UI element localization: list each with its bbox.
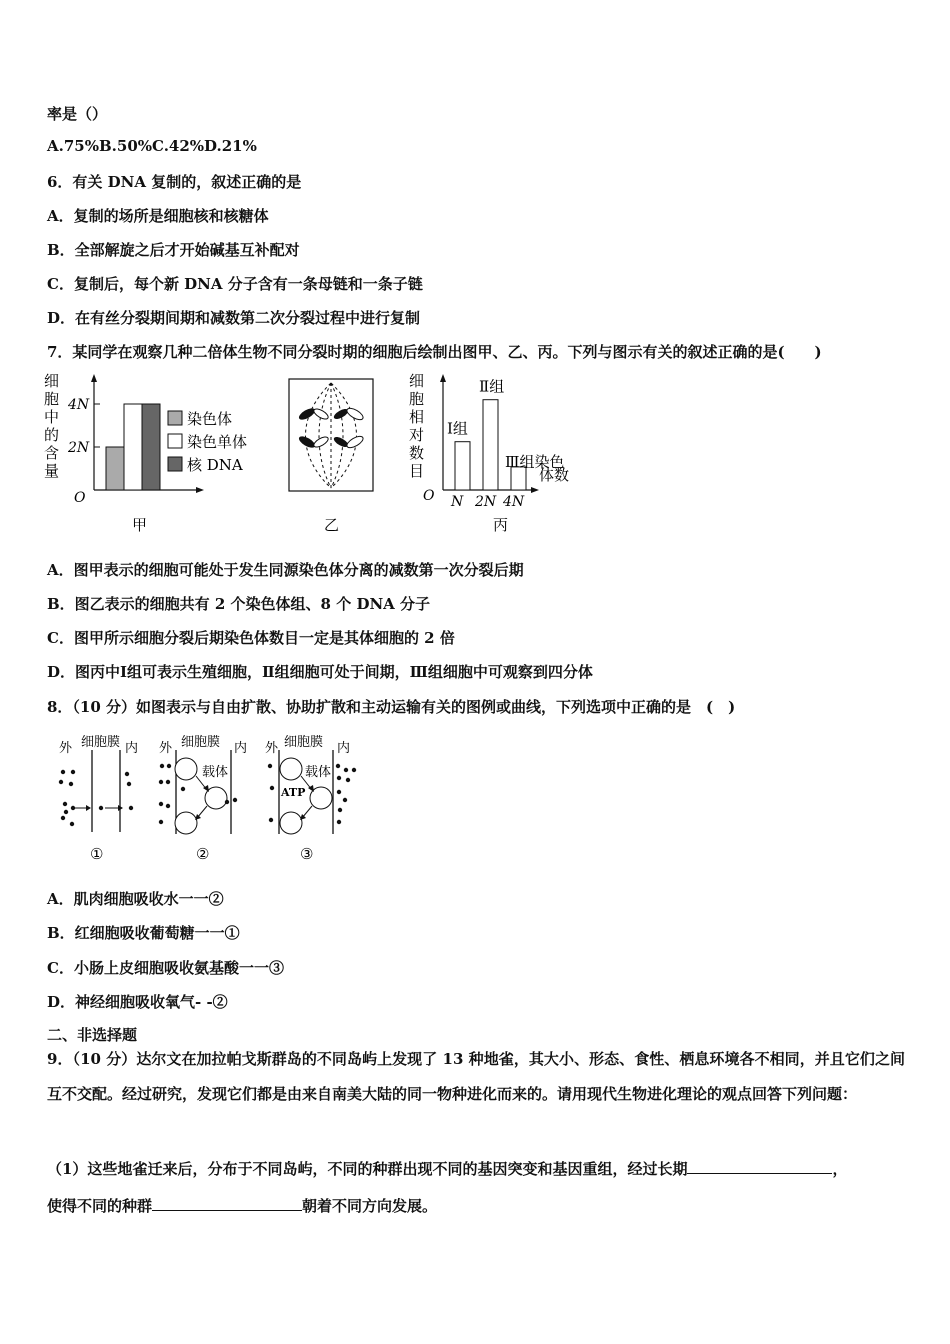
q6-stem: 6．有关 DNA 复制的，叙述正确的是 bbox=[47, 173, 302, 191]
jia-ylabel-char: 细 bbox=[44, 372, 60, 390]
q7-option-c: C．图甲所示细胞分裂后期染色体数目一定是其体细胞的 2 倍 bbox=[47, 629, 455, 647]
p1-membrane: 细胞膜 bbox=[81, 735, 121, 750]
jia-title: 甲 bbox=[132, 516, 148, 534]
q8-option-b: B．红细胞吸收葡萄糖一一① bbox=[47, 924, 240, 942]
transport-panel-1 bbox=[59, 735, 138, 863]
p3-carrier-label: 载体 bbox=[305, 765, 332, 780]
p3-outside: 外 bbox=[265, 741, 279, 756]
jia-ytick-4n: 4N bbox=[68, 397, 90, 413]
q8-option-d: D．神经细胞吸收氧气- -② bbox=[47, 993, 228, 1011]
jia-bar-chromatid bbox=[124, 404, 142, 490]
bing-ylabel-char: 对 bbox=[409, 426, 425, 444]
p3-carrier-bottom bbox=[280, 812, 302, 834]
jia-legend-swatch-chromosome bbox=[168, 411, 182, 425]
bing-group-label-1: Ⅰ组 bbox=[447, 419, 468, 438]
jia-ylabel-char: 胞 bbox=[44, 390, 60, 408]
q5-options: A.75%B.50%C.42%D.21% bbox=[47, 137, 257, 155]
p2-membrane: 细胞膜 bbox=[181, 735, 221, 750]
q7-option-b: B．图乙表示的细胞共有 2 个染色体组、8 个 DNA 分子 bbox=[47, 595, 431, 613]
q9-blank-2[interactable] bbox=[152, 1196, 302, 1211]
q9-part1-text-c: 使得不同的种群 bbox=[47, 1197, 153, 1215]
bing-xtick-2: 2N bbox=[475, 494, 497, 510]
p2-carrier-top bbox=[175, 758, 197, 780]
jia-ylabel-char: 含 bbox=[44, 444, 60, 462]
jia-legend-dna: 核 DNA bbox=[187, 456, 243, 474]
jia-legend-swatch-chromatid bbox=[168, 434, 182, 448]
jia-ylabel-chars bbox=[44, 372, 59, 480]
bing-ylabel-chars bbox=[409, 372, 424, 480]
bing-y-arrow bbox=[440, 374, 446, 382]
bing-xlabel-2: 体数 bbox=[539, 466, 570, 484]
bing-bars bbox=[447, 378, 526, 510]
q9-part1-line1 bbox=[47, 1158, 847, 1179]
q7-option-a: A．图甲表示的细胞可能处于发生同源染色体分离的减数第一次分裂后期 bbox=[47, 561, 524, 579]
figure-bing bbox=[405, 372, 605, 537]
p2-outside: 外 bbox=[159, 741, 173, 756]
bing-ylabel-char: 相 bbox=[409, 408, 425, 426]
p1-inside: 内 bbox=[125, 741, 139, 756]
q9-part1-text-b: ， bbox=[832, 1160, 848, 1178]
jia-ylabel-char: 量 bbox=[44, 462, 60, 480]
bing-ylabel-char: 数 bbox=[409, 444, 425, 462]
bing-bar-1 bbox=[455, 442, 470, 490]
q5-tail: 率是（） bbox=[47, 105, 108, 123]
q8-stem: 8．（10 分）如图表示与自由扩散、协助扩散和主动运输有关的图例或曲线，下列选项中正确的是 ( ) bbox=[47, 698, 736, 716]
p1-outside: 外 bbox=[59, 741, 73, 756]
q9-part1-text-a: （1）这些地雀迁来后，分布于不同岛屿，不同的种群出现不同的基因突变和基因重组，经过长期 bbox=[47, 1160, 688, 1178]
bing-xlabel-1: Ⅲ组染色 bbox=[505, 453, 565, 471]
jia-ylabel-char: 中 bbox=[44, 408, 60, 426]
transport-panel-3 bbox=[265, 735, 356, 863]
transport-panel-2 bbox=[159, 735, 247, 863]
jia-origin: O bbox=[74, 490, 86, 506]
q9-stem: 9．（10 分）达尔文在加拉帕戈斯群岛的不同岛屿上发现了 13 种地雀，其大小、形态、食性、栖息环境各不相同，并且它们之间互不交配。经过研究，发现它们都是由来自南美大陆的同一物种进化而来的。请用现代生物进化理论的观点回答下列问题： bbox=[47, 1050, 905, 1103]
jia-bar-dna bbox=[142, 404, 160, 490]
jia-legend-swatch-dna bbox=[168, 457, 182, 471]
q9-part1-text-d: 朝着不同方向发展。 bbox=[302, 1197, 438, 1215]
q7-stem: 7．某同学在观察几种二倍体生物不同分裂时期的细胞后绘制出图甲、乙、丙。下列与图示有关的叙述正确的是( ) bbox=[47, 343, 822, 361]
p3-inside: 内 bbox=[337, 741, 351, 756]
p2-inside: 内 bbox=[234, 741, 248, 756]
figure-jia bbox=[40, 372, 280, 537]
bing-ylabel-char: 胞 bbox=[409, 390, 425, 408]
bing-xtick-3: 4N bbox=[503, 494, 525, 510]
q6-option-b: B．全部解旋之后才开始碱基互补配对 bbox=[47, 241, 300, 259]
jia-bar-chromosome bbox=[106, 447, 124, 490]
p2-label: ② bbox=[196, 845, 210, 863]
q8-option-a: A．肌肉细胞吸收水一一② bbox=[47, 890, 224, 908]
p1-label: ① bbox=[90, 845, 104, 863]
q6-option-d: D．在有丝分裂期间期和减数第二次分裂过程中进行复制 bbox=[47, 309, 421, 327]
bing-group-label-2: Ⅱ组 bbox=[479, 377, 505, 396]
jia-ylabel-char: 的 bbox=[44, 426, 60, 444]
yi-title: 乙 bbox=[324, 516, 340, 534]
q9-part1-line2 bbox=[47, 1195, 437, 1216]
jia-y-arrow bbox=[91, 374, 97, 382]
figure-yi bbox=[285, 376, 380, 536]
q7-option-d: D．图丙中Ⅰ组可表示生殖细胞，Ⅱ组细胞可处于间期，Ⅲ组细胞中可观察到四分体 bbox=[47, 663, 593, 681]
p2-carrier-bottom bbox=[175, 812, 197, 834]
bing-ylabel-char: 细 bbox=[409, 372, 425, 390]
section-title: 二、非选择题 bbox=[47, 1026, 138, 1044]
q8-option-c: C．小肠上皮细胞吸收氨基酸一一③ bbox=[47, 959, 284, 977]
p3-atp-label: ATP bbox=[281, 786, 306, 799]
bing-xtick-1: N bbox=[451, 494, 464, 510]
p3-label: ③ bbox=[300, 845, 314, 863]
bing-title: 丙 bbox=[493, 516, 509, 534]
bing-ylabel-char: 目 bbox=[409, 462, 425, 480]
q6-option-a: A．复制的场所是细胞核和核糖体 bbox=[47, 207, 269, 225]
q6-option-c: C．复制后，每个新 DNA 分子含有一条母链和一条子链 bbox=[47, 275, 423, 293]
bing-x-arrow bbox=[531, 487, 539, 493]
bing-bar-2 bbox=[483, 400, 498, 490]
figure-transport bbox=[55, 732, 375, 867]
p3-membrane: 细胞膜 bbox=[284, 735, 324, 750]
jia-legend-chromosome: 染色体 bbox=[187, 410, 233, 428]
q9-blank-1[interactable] bbox=[687, 1159, 832, 1174]
jia-legend-chromatid: 染色单体 bbox=[187, 433, 248, 451]
jia-ytick-2n: 2N bbox=[68, 440, 90, 456]
p2-carrier-label: 载体 bbox=[202, 765, 229, 780]
bing-origin: O bbox=[423, 488, 435, 504]
p3-carrier-top bbox=[280, 758, 302, 780]
jia-x-arrow bbox=[196, 487, 204, 493]
